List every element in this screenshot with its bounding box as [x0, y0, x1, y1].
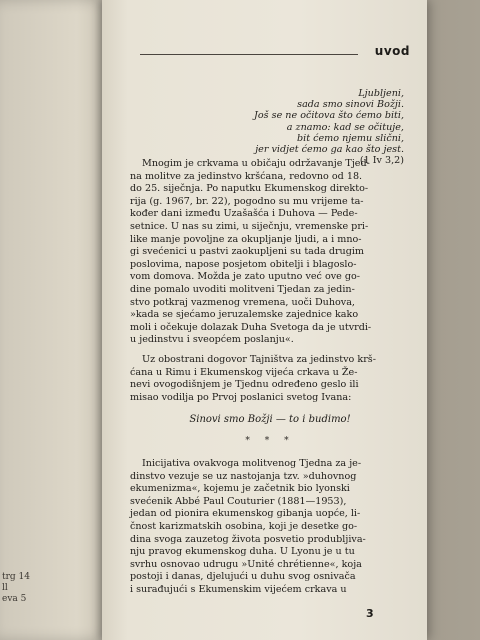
epigraph-reference: (1 Iv 3,2) [359, 155, 404, 167]
text-line: stvo potkraj vazmenog vremena, uoči Duhova, [130, 296, 355, 308]
text-line: dinstvo vezuje se uz nastojanja tzv. »duhovnog [130, 470, 357, 482]
text-line: i surađujući s Ekumenskim vijećem crkava u [130, 583, 347, 595]
epigraph-line: Ljubljeni, [358, 88, 404, 99]
text-line: dina svoga zauzetog života posvetio produbljiva- [130, 533, 366, 545]
text-line: kođer dani između Uzašašća i Duhova — Pede- [130, 208, 358, 220]
epigraph-line: jer vidjet ćemo ga kao što jest. [255, 144, 404, 156]
text-line: postoji i danas, djelujući u duhu svog osnivača [130, 571, 356, 583]
epigraph-line: Još se ne očitova što ćemo biti, [254, 110, 404, 122]
previous-page [0, 0, 110, 640]
previous-page-fragment: eva 5 [2, 594, 27, 604]
page-header [140, 44, 410, 64]
book-page [102, 0, 427, 640]
previous-page-fragment: ll [2, 583, 8, 593]
header-rule [140, 54, 358, 55]
text-line: na molitve za jedinstvo kršćana, redovno od 18. [130, 170, 363, 182]
epigraph-line: bit ćemo njemu slični, [297, 132, 404, 144]
text-line: dine pomalo uvoditi molitveni Tjedan za jedin- [130, 283, 355, 295]
motto: Sinovi smo Božji — to i budimo! [189, 414, 351, 425]
text-line: u jedinstvu i sveopćem poslanju«. [130, 334, 294, 346]
previous-page-fragment: trg 14 [2, 572, 30, 582]
text-line: misao vodilja po Prvoj poslanici svetog Ivana: [130, 391, 352, 403]
text-line: ćana u Rimu i Ekumenskog vijeća crkava u Že- [130, 366, 358, 378]
epigraph-line: a znamo: kad se očituje, [286, 121, 404, 133]
text-line: »kada se sjećamo jeruzalemske zajednice kako [130, 309, 359, 321]
text-line: poslovima, napose posjetom obitelji i blagoslo- [130, 258, 357, 270]
text-line: svrhu osnovao udrugu »Unité chrétienne«, koja [130, 558, 362, 570]
text-line: like manje povoljne za okupljanje ljudi, a i mno- [130, 233, 362, 245]
section-separator: * * * [245, 436, 295, 446]
text-line: setnice. U nas su zimi, u siječnju, vremenske pri- [130, 220, 369, 232]
text-line: ekumenizma«, kojemu je začetnik bio lyonski [130, 483, 350, 495]
paragraph-3 [130, 458, 410, 597]
text-line: do 25. siječnja. Po naputku Ekumenskog direkto- [130, 183, 369, 195]
text-line: nju pravog ekumenskog duha. U Lyonu je u tu [130, 546, 355, 558]
paragraph-1 [130, 158, 410, 347]
text-line: Uz obostrani dogovor Tajništva za jedinstvo krš- [142, 354, 376, 365]
text-line: vom domova. Možda je zato uputno već ove go- [130, 271, 361, 283]
text-line: jedan od pionira ekumenskog gibanja uopće, li- [130, 508, 361, 520]
page-number: 3 [366, 607, 374, 620]
paragraph-2 [130, 354, 410, 404]
text-line: gi svećenici u pastvi zaokupljeni su tada drugim [130, 246, 365, 258]
text-line: Inicijativa ovakvoga molitvenog Tjedna za je- [142, 458, 362, 469]
text-line: Mnogim je crkvama u običaju održavanje Tjed- [142, 158, 370, 169]
text-line: moli i očekuje dolazak Duha Svetoga da je utvrdi- [130, 321, 372, 333]
chapter-title: uvod [374, 44, 410, 58]
text-line: rija (g. 1967, br. 22), pogodno su mu vrijeme ta- [130, 195, 364, 207]
text-line: čnost karizmatskih osobina, koji je desetke go- [130, 520, 358, 532]
text-line: svećenik Abbé Paul Couturier (1881—1953), [130, 495, 347, 507]
epigraph-line: sada smo sinovi Božji. [297, 99, 404, 111]
text-line: nevi ovogodišnjem je Tjednu određeno geslo ili [130, 379, 359, 391]
epigraph [192, 88, 404, 166]
